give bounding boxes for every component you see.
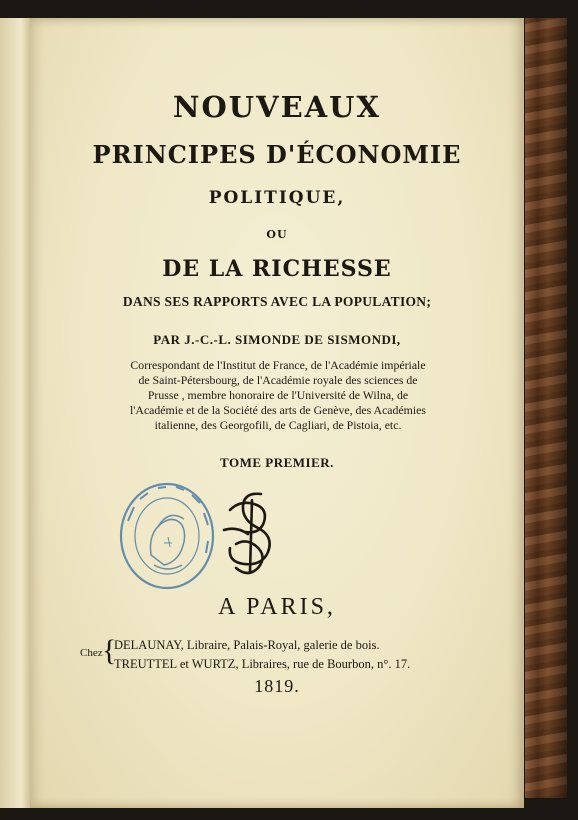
library-stamp-icon	[118, 481, 216, 591]
publication-year: 1819.	[254, 676, 300, 696]
left-page-edge	[0, 18, 30, 808]
publisher-line-1: DELAUNAY, Libraire, Palais-Royal, galerie de bois.	[114, 638, 380, 652]
publisher-line-2: TREUTTEL et WURTZ, Libraires, rue de Bourbon, n°. 17.	[114, 657, 411, 671]
credentials-line: l'Académie et de la Société des arts de Genève, des Académies	[130, 403, 426, 417]
publishers-block	[80, 634, 500, 678]
subtitle-line-2: DANS SES RAPPORTS AVEC LA POPULATION;	[122, 294, 432, 309]
author: PAR J.-C.-L. SIMONDE DE SISMONDI,	[153, 332, 401, 347]
credentials-line: de Saint-Pétersbourg, de l'Académie royale des sciences de	[138, 373, 418, 387]
title-line-2: PRINCIPES D'ÉCONOMIE	[92, 140, 462, 169]
title-line-1: NOUVEAUX	[173, 90, 381, 124]
volume-label: TOME PREMIER.	[220, 455, 334, 470]
author-credentials	[82, 358, 474, 433]
credentials-line: Prusse , membre honoraire de l'Université de Wilna, de	[147, 388, 409, 402]
subtitle: DE LA RICHESSE	[162, 256, 392, 282]
title-conjunction: OU	[266, 228, 288, 241]
credentials-line: Correspondant de l'Institut de France, de l'Académie impériale	[130, 358, 426, 372]
book-binding	[525, 18, 567, 798]
brace-glyph: {	[102, 634, 117, 667]
city: A PARIS,	[218, 594, 336, 620]
chez-label: Chez	[80, 647, 103, 659]
title-page	[30, 18, 524, 808]
credentials-line: italienne, des Georgofili, de Cagliari, de Pistoia, etc.	[154, 418, 402, 432]
monogram-icon	[216, 486, 286, 576]
title-line-3: POLITIQUE,	[208, 188, 346, 208]
